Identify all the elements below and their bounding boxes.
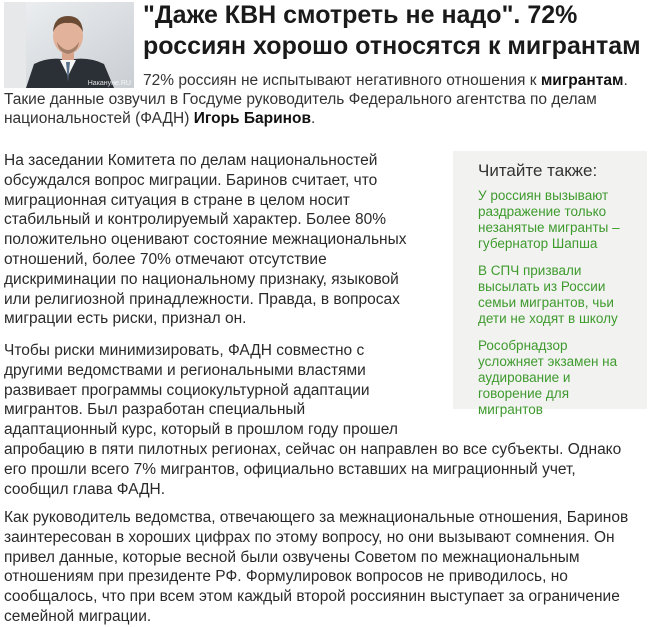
paragraph-3: Как руководитель ведомства, отвечающего за межнациональные отношения, Баринов заинтересован в хороших цифрах по этому вопросу, но они вызывают сомнения. Он привел данные, которые весной были озвучены Советом по межнациональным отношениям при президенте РФ. Формулировок вопросов не приводилось, но сообщалось, что при всем этом каждый второй россиянин выступает за ограничение семейной миграции. (4, 509, 629, 625)
read-also-link-1[interactable]: У россиян вызывают раздражение только незанятые мигранты – губернатор Шапша (478, 188, 620, 251)
lead-text-3: . (310, 110, 316, 127)
read-also-link-2[interactable]: В СПЧ призвали высылать из России семьи мигрантов, чьи дети не ходят в школу (478, 263, 618, 326)
read-also-heading: Читайте также: (478, 161, 598, 180)
paragraph-2-line: его прошли всего 7% мигрантов, официально вставших на миграционный учет, (4, 460, 576, 478)
paragraph-2-line: развивает программы социокультурной адаптации (4, 381, 370, 399)
paragraph-2-line: Чтобы риски минимизировать, ФАДН совместно с (4, 342, 365, 359)
lead-bold-migrants: мигрантам (540, 72, 624, 89)
paragraph-2-line: другими ведомствами и региональными властями (4, 361, 366, 379)
paragraph-2-line: адаптационный курс, который в прошлом году прошел (4, 421, 398, 439)
photo-credit: Накануне.RU (87, 80, 131, 87)
lead-text-2: . Такие данные озвучил в Госдуме руководитель Федерального агентства по делам национальностей (ФАДН) (4, 72, 628, 127)
article-title: "Даже КВН смотреть не надо". 72% россиян хорошо относятся к мигрантам (143, 1, 641, 60)
paragraph-2-line: сообщил глава ФАДН. (4, 480, 166, 498)
paragraph-2 (4, 341, 652, 499)
paragraph-2-line: апробацию в пяти пилотных регионах, сейчас он направлен во все субъекты. Однако (4, 440, 622, 458)
paragraph-1: На заседании Комитета по делам национальностей обсуждался вопрос миграции. Баринов считает, что миграционная ситуация в стране в целом носит стабильный и контролируемый характер. Более 80% положительно оценивают состояние межнациональных отношений, более 70% отмечают отсутствие дискриминации по национальному признаку, языковой или религиозной принадлежности. Правда, в вопросах миграции есть риски, признал он. (4, 152, 407, 328)
read-also-link-3[interactable]: Рособрнадзор усложняет экзамен на аудирование и говорение для мигрантов (478, 338, 618, 417)
paragraph-2-line: мигрантов. Был разработан специальный (4, 401, 306, 419)
lead-bold-name: Игорь Баринов (193, 110, 311, 127)
lead-text-1: 72% россиян не испытывают негативного отношения к (143, 72, 541, 89)
article-lead (4, 71, 652, 128)
